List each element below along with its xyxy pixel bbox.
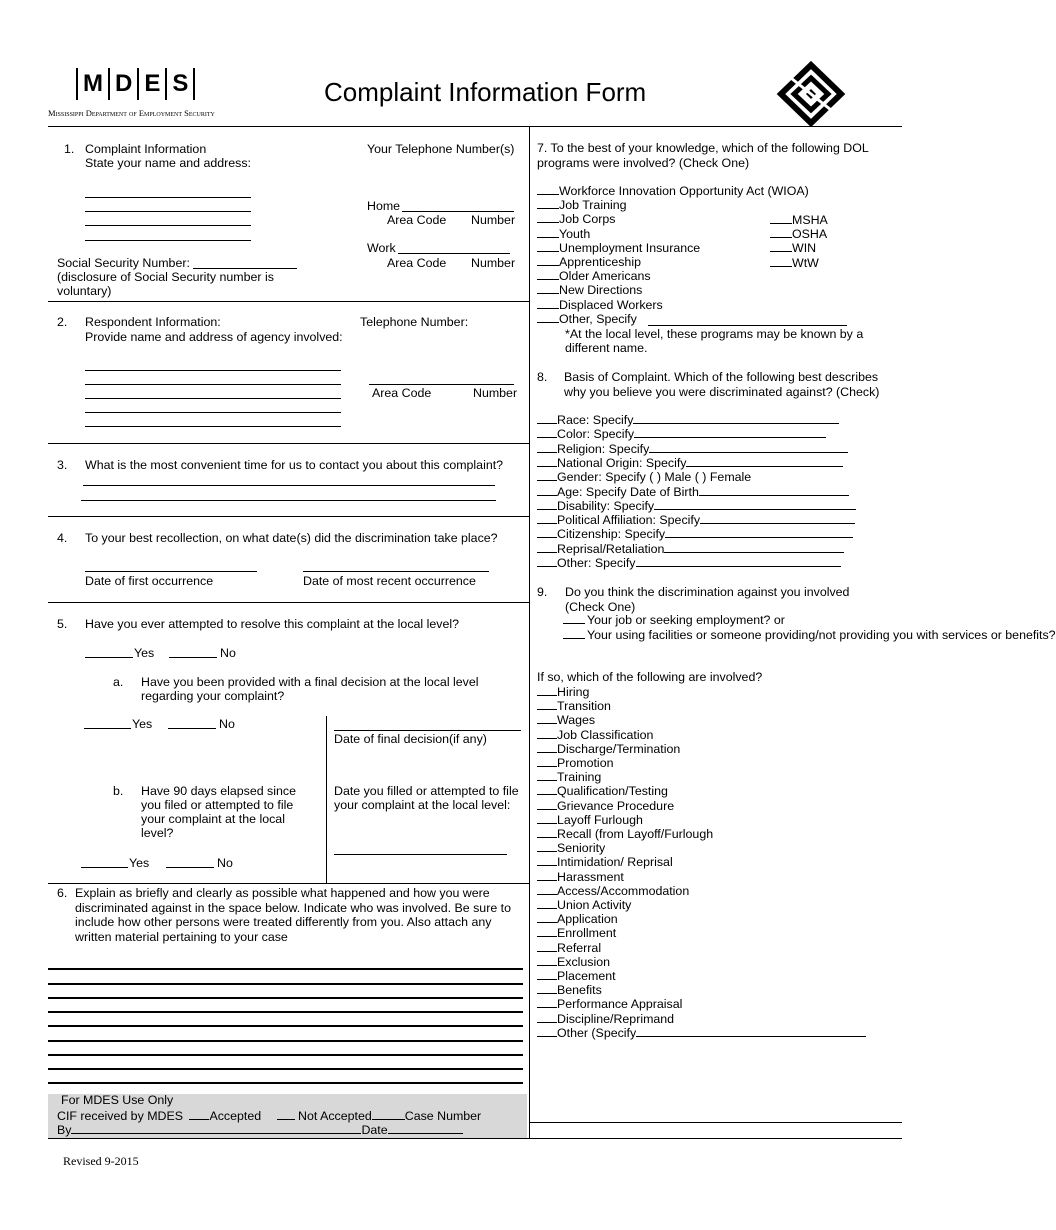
s2-number: 2. <box>57 315 68 329</box>
checkbox-blank[interactable] <box>537 755 557 767</box>
checkbox-blank[interactable] <box>537 469 557 481</box>
checkbox-blank[interactable] <box>537 183 559 195</box>
issue-item <box>537 798 674 813</box>
basis-item-label: National Origin: Specify <box>557 455 687 470</box>
issue-item <box>537 854 673 869</box>
issue-item <box>537 840 605 855</box>
issue-item <box>537 897 631 912</box>
checkbox-blank[interactable] <box>537 1011 557 1023</box>
checkbox-blank[interactable] <box>537 940 557 952</box>
issue-item <box>537 684 589 699</box>
specify-blank[interactable] <box>699 484 849 496</box>
area-code-label: Area Code <box>387 213 447 227</box>
issue-item-label: Discipline/Reprimand <box>557 1011 675 1026</box>
s9-question: Do you think the discrimination against you involved (Check One) <box>565 585 850 614</box>
accepted-label: Accepted <box>209 1109 262 1123</box>
narrative-line[interactable] <box>48 1068 523 1070</box>
agency-name: Mississippi Department of Employment Security <box>48 108 215 118</box>
issue-item <box>537 940 601 955</box>
basis-item <box>537 555 841 570</box>
filed-date-line[interactable] <box>334 854 507 855</box>
issue-item <box>537 783 668 798</box>
program-item-label: Youth <box>559 226 591 241</box>
issue-item <box>537 869 624 884</box>
program-item-label: Older Americans <box>559 269 651 284</box>
s5a-question: Have you been provided with a final decision at the local level regarding your complaint? <box>141 675 479 703</box>
issue-item-label: Exclusion <box>557 954 611 969</box>
program-item-right-label: OSHA <box>792 227 828 242</box>
office-cif-row <box>57 1108 481 1123</box>
s3-question: What is the most convenient time for us to contact you about this complaint? <box>85 458 504 472</box>
checkbox-blank[interactable] <box>537 254 559 266</box>
narrative-line[interactable] <box>48 1040 523 1042</box>
s9-option-services: Your using facilities or someone providing/not providing you with services or benefits? <box>563 628 1056 642</box>
checkbox-blank[interactable] <box>537 455 557 467</box>
no-blank[interactable] <box>168 728 216 729</box>
s5-question: Have you ever attempted to resolve this complaint at the local level? <box>85 617 459 631</box>
basis-item-label: Color: Specify <box>557 427 635 442</box>
agency-line[interactable] <box>85 370 341 371</box>
right-bottom-rule <box>529 1122 902 1123</box>
not-accepted-blank[interactable] <box>277 1108 295 1120</box>
address-line[interactable] <box>85 211 251 212</box>
yes-label: Yes <box>134 646 155 660</box>
checkbox-blank[interactable] <box>537 869 557 881</box>
accepted-blank[interactable] <box>189 1108 209 1120</box>
checkbox-blank[interactable] <box>537 311 559 323</box>
work-label: Work <box>367 241 396 255</box>
final-date-line[interactable] <box>334 730 521 731</box>
s9-which: If so, which of the following are involved? <box>537 670 763 684</box>
checkbox-blank[interactable] <box>537 854 557 866</box>
s2-phone-label: Telephone Number: <box>360 315 469 329</box>
program-item-right <box>770 240 816 255</box>
narrative-line[interactable] <box>48 1082 523 1084</box>
no-blank[interactable] <box>166 867 214 868</box>
program-item-label: Unemployment Insurance <box>559 240 701 255</box>
checkbox-blank[interactable] <box>537 812 557 824</box>
basis-item-label: Religion: Specify <box>557 441 650 456</box>
yes-blank[interactable] <box>85 657 133 658</box>
specify-blank[interactable] <box>636 1025 866 1037</box>
no-blank[interactable] <box>169 657 217 658</box>
basis-item <box>537 412 839 427</box>
program-item <box>537 226 590 241</box>
section-divider <box>48 301 529 302</box>
basis-item <box>537 469 751 484</box>
checkbox-blank[interactable] <box>563 628 585 639</box>
checkbox-blank[interactable] <box>537 883 557 895</box>
office-use-title: For MDES Use Only <box>61 1093 174 1107</box>
checkbox-blank[interactable] <box>537 826 557 838</box>
s9-option-job: Your job or seeking employment? or <box>563 613 785 627</box>
logo-letter: E <box>139 68 167 100</box>
basis-item <box>537 484 849 499</box>
s6-number: 6. <box>57 886 68 900</box>
program-item-right-label: WtW <box>792 255 819 270</box>
respondent-phone-line[interactable] <box>369 384 514 385</box>
program-item-label: Displaced Workers <box>559 297 663 312</box>
column-divider <box>529 126 530 1138</box>
first-date-line[interactable] <box>85 571 257 572</box>
yes-blank[interactable] <box>81 867 128 868</box>
agency-line[interactable] <box>85 426 341 427</box>
final-date-label: Date of final decision(if any) <box>334 732 487 746</box>
mdes-logo <box>76 68 195 100</box>
specify-blank[interactable] <box>654 498 856 510</box>
issue-item-label: Layoff Furlough <box>557 812 643 827</box>
section-divider <box>48 883 529 884</box>
case-number-label: Case Number <box>404 1109 482 1123</box>
checkbox-blank[interactable] <box>537 925 557 937</box>
logo-letter: D <box>110 68 139 100</box>
basis-item-label: Gender: Specify ( ) Male ( ) Female <box>557 470 752 485</box>
s5-number: 5. <box>57 617 68 631</box>
program-item-label: New Directions <box>559 283 643 298</box>
program-item-label: Workforce Innovation Opportunity Act (WIOA) <box>559 184 809 198</box>
narrative-line[interactable] <box>48 1025 523 1027</box>
s7-note: *At the local level, these programs may be known by a different name. <box>565 327 864 355</box>
specify-blank[interactable] <box>649 441 848 453</box>
checkbox-blank[interactable] <box>537 484 557 496</box>
narrative-line[interactable] <box>48 983 523 985</box>
s5-divider <box>326 716 327 883</box>
program-item <box>537 297 663 312</box>
checkbox-blank[interactable] <box>537 1025 557 1037</box>
by-label: By <box>57 1123 72 1137</box>
program-item <box>537 183 809 198</box>
issue-item-label: Grievance Procedure <box>557 798 675 813</box>
basis-item <box>537 441 848 456</box>
diamond-logo-icon <box>778 62 844 126</box>
s7-question: 7. To the best of your knowledge, which of the following DOL programs were involved? (Check One) <box>537 141 869 170</box>
recent-date-line[interactable] <box>303 571 489 572</box>
s1-phone-heading: Your Telephone Number(s) <box>367 142 515 156</box>
issue-item <box>537 812 643 827</box>
issue-item <box>537 982 602 997</box>
specify-blank[interactable] <box>633 412 839 424</box>
checkbox-blank[interactable] <box>537 412 557 424</box>
agency-line[interactable] <box>85 398 341 399</box>
issue-item-label: Promotion <box>557 756 614 770</box>
checkbox-blank[interactable] <box>537 512 557 524</box>
issue-item-label: Access/Accommodation <box>557 883 690 898</box>
checkbox-blank[interactable] <box>537 197 559 209</box>
checkbox-blank[interactable] <box>537 798 557 810</box>
cif-label: CIF received by MDES <box>57 1109 184 1123</box>
s3-number: 3. <box>57 458 68 472</box>
area-code-label: Area Code <box>372 386 432 400</box>
specify-blank[interactable] <box>700 512 855 524</box>
program-item <box>537 240 700 255</box>
address-line[interactable] <box>85 240 251 241</box>
program-item-right-label: WIN <box>792 241 817 256</box>
issue-item-label: Enrollment <box>557 926 617 941</box>
checkbox-blank[interactable] <box>537 226 559 238</box>
program-item <box>537 282 642 297</box>
narrative-line[interactable] <box>48 1054 523 1056</box>
basis-item <box>537 426 826 441</box>
name-line[interactable] <box>85 197 251 198</box>
issue-item-label: Discharge/Termination <box>557 741 681 756</box>
basis-item-label: Disability: Specify <box>557 498 655 513</box>
s1-title: Complaint Information <box>85 142 207 156</box>
issue-item-label: Job Classification <box>557 727 654 742</box>
issue-item <box>537 826 713 841</box>
checkbox-blank[interactable] <box>537 441 557 453</box>
work-phone-line[interactable] <box>398 253 510 254</box>
specify-blank[interactable] <box>664 541 844 553</box>
issue-item <box>537 1025 866 1040</box>
issue-item <box>537 712 595 727</box>
basis-item <box>537 455 843 470</box>
issue-item <box>537 741 680 756</box>
program-item-right-label: MSHA <box>792 213 828 227</box>
other-program-line[interactable] <box>648 325 847 326</box>
case-blank[interactable] <box>372 1108 405 1120</box>
number-label: Number <box>471 256 516 270</box>
issue-item-label: Training <box>557 770 602 785</box>
program-item <box>537 254 641 269</box>
contact-time-line[interactable] <box>81 500 496 501</box>
office-by-row <box>57 1122 463 1137</box>
logo-letter: M <box>78 68 110 100</box>
issue-item <box>537 911 618 926</box>
basis-item-label: Race: Specify <box>557 413 634 427</box>
specify-blank[interactable] <box>686 455 843 467</box>
no-label: No <box>217 856 233 870</box>
checkbox-blank[interactable] <box>537 982 557 994</box>
checkbox-blank[interactable] <box>537 282 559 294</box>
issue-item-label: Transition <box>557 699 611 714</box>
number-label: Number <box>471 213 516 227</box>
yes-label: Yes <box>129 856 150 870</box>
checkbox-blank[interactable] <box>537 211 559 223</box>
checkbox-blank[interactable] <box>537 426 557 438</box>
s6-question: Explain as briefly and clearly as possible what happened and how you were discriminated against in the space below. Indicate who was involved. Be sure to include how other persons were treated differently from you. Also attach any written material pertaining to your case <box>75 886 511 944</box>
filed-date-label: Date you filled or attempted to file your complaint at the local level: <box>334 784 519 812</box>
section-divider <box>48 516 529 517</box>
header-rule <box>48 126 902 127</box>
issue-item-label: Harassment <box>557 869 624 884</box>
issue-item-label: Hiring <box>557 685 590 699</box>
section-divider <box>48 602 529 603</box>
agency-line[interactable] <box>85 384 341 385</box>
issue-item <box>537 996 682 1011</box>
basis-item-label: Other: Specify <box>557 556 636 570</box>
program-item-label: Apprenticeship <box>559 255 641 269</box>
s5b-label: b. <box>113 784 124 798</box>
revised-note: Revised 9-2015 <box>63 1154 139 1168</box>
no-label: No <box>219 717 235 731</box>
yes-blank[interactable] <box>84 728 131 729</box>
date-label: Date <box>361 1123 388 1137</box>
issue-item-label: Benefits <box>557 983 602 998</box>
issue-item <box>537 727 653 742</box>
ssn-line[interactable] <box>193 268 297 269</box>
program-item-right <box>770 212 828 227</box>
basis-item <box>537 498 856 513</box>
program-item <box>537 311 637 326</box>
checkbox-blank[interactable] <box>537 897 557 909</box>
address-line[interactable] <box>85 225 251 226</box>
issue-item-label: Intimidation/ Reprisal <box>557 855 673 870</box>
checkbox-blank[interactable] <box>537 840 557 852</box>
program-item <box>537 268 651 283</box>
checkbox-blank[interactable] <box>537 954 557 966</box>
by-blank[interactable] <box>71 1122 361 1134</box>
not-accepted-label: Not Accepted <box>298 1109 372 1123</box>
checkbox-blank[interactable] <box>770 226 792 238</box>
ssn-note: (disclosure of Social Security number is voluntary) <box>57 270 274 298</box>
issue-item <box>537 925 616 940</box>
s5a-label: a. <box>113 675 124 689</box>
program-item-label: Other, Specify <box>559 311 637 326</box>
specify-blank[interactable] <box>636 555 841 567</box>
checkbox-blank[interactable] <box>537 555 557 567</box>
date-blank[interactable] <box>388 1122 463 1134</box>
narrative-line[interactable] <box>48 968 523 970</box>
checkbox-blank[interactable] <box>537 769 557 781</box>
no-label: No <box>220 646 236 660</box>
basis-item-label: Age: Specify Date of Birth <box>557 484 699 499</box>
checkbox-blank[interactable] <box>770 255 792 267</box>
logo-letter: S <box>167 68 195 100</box>
issue-item <box>537 954 610 969</box>
checkbox-blank[interactable] <box>537 741 557 753</box>
number-label: Number <box>473 386 518 400</box>
issue-item-label: Placement <box>557 969 616 983</box>
program-item-right <box>770 255 819 270</box>
checkbox-blank[interactable] <box>537 911 557 923</box>
issue-item-label: Application <box>557 912 618 927</box>
checkbox-blank[interactable] <box>537 968 557 980</box>
first-date-label: Date of first occurrence <box>85 574 214 588</box>
section-divider <box>48 443 529 444</box>
contact-time-line[interactable] <box>83 485 495 486</box>
checkbox-blank[interactable] <box>770 240 792 252</box>
specify-blank[interactable] <box>634 426 826 438</box>
issue-item-label: Union Activity <box>557 898 632 912</box>
ssn-label: Social Security Number: <box>57 256 190 270</box>
checkbox-blank[interactable] <box>537 498 557 510</box>
checkbox-blank[interactable] <box>537 698 557 710</box>
checkbox-blank[interactable] <box>537 727 557 739</box>
yes-label: Yes <box>132 717 153 731</box>
s8-question: Basis of Complaint. Which of the following best describes why you believe you were discriminated against? (Check) <box>564 370 880 399</box>
issue-item-label: Recall (from Layoff/Furlough <box>557 827 714 841</box>
issue-item-label: Performance Appraisal <box>557 997 683 1012</box>
program-item <box>537 211 615 226</box>
s4-number: 4. <box>57 531 68 545</box>
basis-item <box>537 526 853 541</box>
basis-item-label: Citizenship: Specify <box>557 527 666 542</box>
s5b-question: Have 90 days elapsed since you filed or attempted to file your complaint at the local level? <box>141 784 296 840</box>
issue-item-label: Qualification/Testing <box>557 784 668 799</box>
program-item-label: Job Training <box>559 198 627 213</box>
s1-subtitle: State your name and address: <box>85 156 251 170</box>
narrative-line[interactable] <box>48 997 523 999</box>
home-phone-line[interactable] <box>402 211 514 212</box>
checkbox-blank[interactable] <box>537 783 557 795</box>
specify-blank[interactable] <box>665 526 853 538</box>
checkbox-blank[interactable] <box>537 541 557 553</box>
s8-number: 8. <box>537 370 548 384</box>
checkbox-blank[interactable] <box>537 712 557 724</box>
issue-item <box>537 968 616 983</box>
checkbox-blank[interactable] <box>537 240 559 252</box>
basis-item <box>537 512 855 527</box>
s9-number: 9. <box>537 585 548 599</box>
basis-item-label: Political Affiliation: Specify <box>557 513 701 528</box>
agency-line[interactable] <box>85 412 341 413</box>
narrative-line[interactable] <box>48 1011 523 1013</box>
issue-item-label: Wages <box>557 713 596 728</box>
issue-item <box>537 755 613 770</box>
recent-date-label: Date of most recent occurrence <box>303 574 476 588</box>
issue-item <box>537 698 611 713</box>
program-item-label: Job Corps <box>559 212 616 227</box>
issue-item <box>537 1011 674 1026</box>
issue-item-label: Seniority <box>557 841 606 856</box>
issue-item-label: Referral <box>557 940 602 955</box>
issue-item <box>537 883 689 898</box>
checkbox-blank[interactable] <box>537 268 559 280</box>
s2-subtitle: Provide name and address of agency involved: <box>85 330 343 344</box>
s1-number: 1. <box>64 142 75 156</box>
checkbox-blank[interactable] <box>563 613 585 624</box>
issue-item <box>537 769 601 784</box>
program-item-right <box>770 226 827 241</box>
s2-title: Respondent Information: <box>85 315 221 329</box>
checkbox-blank[interactable] <box>537 996 557 1008</box>
checkbox-blank[interactable] <box>537 684 557 696</box>
bottom-rule <box>48 1138 902 1139</box>
checkbox-blank[interactable] <box>770 212 792 224</box>
page-title: Complaint Information Form <box>324 77 647 107</box>
issue-item-label: Other (Specify <box>557 1025 637 1040</box>
home-label: Home <box>367 199 401 213</box>
checkbox-blank[interactable] <box>537 297 559 309</box>
basis-item-label: Reprisal/Retaliation <box>557 541 665 556</box>
program-item <box>537 197 627 212</box>
basis-item <box>537 541 844 556</box>
checkbox-blank[interactable] <box>537 526 557 538</box>
s4-question: To your best recollection, on what date(s) did the discrimination take place? <box>85 531 498 545</box>
area-code-label: Area Code <box>387 256 447 270</box>
